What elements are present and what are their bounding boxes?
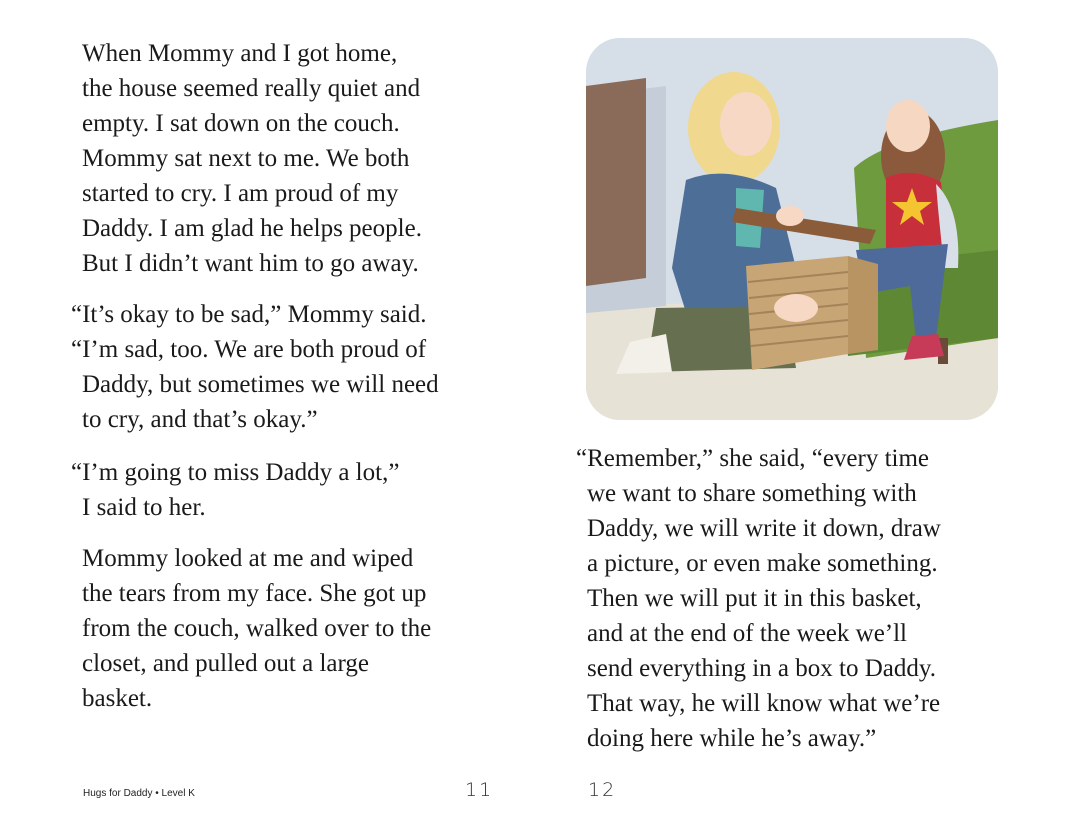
text-line: to cry, and that’s okay.”	[82, 406, 318, 433]
text-line: closet, and pulled out a large	[82, 650, 369, 677]
text-line: Daddy, but sometimes we will need	[82, 371, 439, 398]
text-line: But I didn’t want him to go away.	[82, 250, 419, 277]
mother-hand-lid	[776, 206, 804, 226]
text-line: When Mommy and I got home,	[82, 40, 398, 67]
text-line: Then we will put it in this basket,	[587, 585, 922, 612]
text-line: “Remember,” she said, “every time	[576, 445, 930, 472]
right-page	[540, 0, 1080, 837]
page-number: 11	[465, 779, 494, 801]
text-line: Mommy looked at me and wiped	[82, 545, 414, 572]
text-line: Daddy, we will write it down, draw	[587, 515, 941, 542]
paragraph-large-basket	[82, 541, 431, 716]
text-line: and at the end of the week we’ll	[587, 620, 908, 647]
text-line: basket.	[82, 685, 153, 712]
text-line: That way, he will know what we’re	[587, 690, 941, 717]
cabinet	[586, 78, 646, 286]
mother-face	[720, 92, 772, 156]
text-line: Mommy sat next to me. We both	[82, 145, 410, 172]
text-line: the house seemed really quiet and	[82, 75, 421, 102]
paragraph-remember-basket	[576, 441, 941, 756]
basket-side	[848, 256, 878, 354]
text-line: from the couch, walked over to the	[82, 615, 432, 642]
text-line: “I’m sad, too. We are both proud of	[71, 336, 427, 363]
text-line: empty. I sat down on the couch.	[82, 110, 400, 137]
mother-daughter-basket-illustration	[586, 38, 998, 420]
text-line: Daddy. I am glad he helps people.	[82, 215, 422, 242]
daughter-face	[886, 100, 930, 152]
page-number: 12	[588, 779, 617, 801]
paragraph-coming-home	[82, 36, 422, 281]
text-line: the tears from my face. She got up	[82, 580, 427, 607]
mother-hand	[774, 294, 818, 322]
paragraph-okay-to-be-sad	[71, 297, 439, 437]
text-line: doing here while he’s away.”	[587, 725, 877, 752]
text-line: “I’m going to miss Daddy a lot,”	[71, 459, 400, 486]
paragraph-miss-daddy	[71, 455, 399, 525]
footer-book-title: Hugs for Daddy • Level K	[83, 788, 195, 799]
text-line: we want to share something with	[587, 480, 917, 507]
text-line: I said to her.	[82, 494, 206, 521]
text-line: started to cry. I am proud of my	[82, 180, 399, 207]
text-line: send everything in a box to Daddy.	[587, 655, 936, 682]
text-line: “It’s okay to be sad,” Mommy said.	[71, 301, 427, 328]
text-line: a picture, or even make something.	[587, 550, 938, 577]
